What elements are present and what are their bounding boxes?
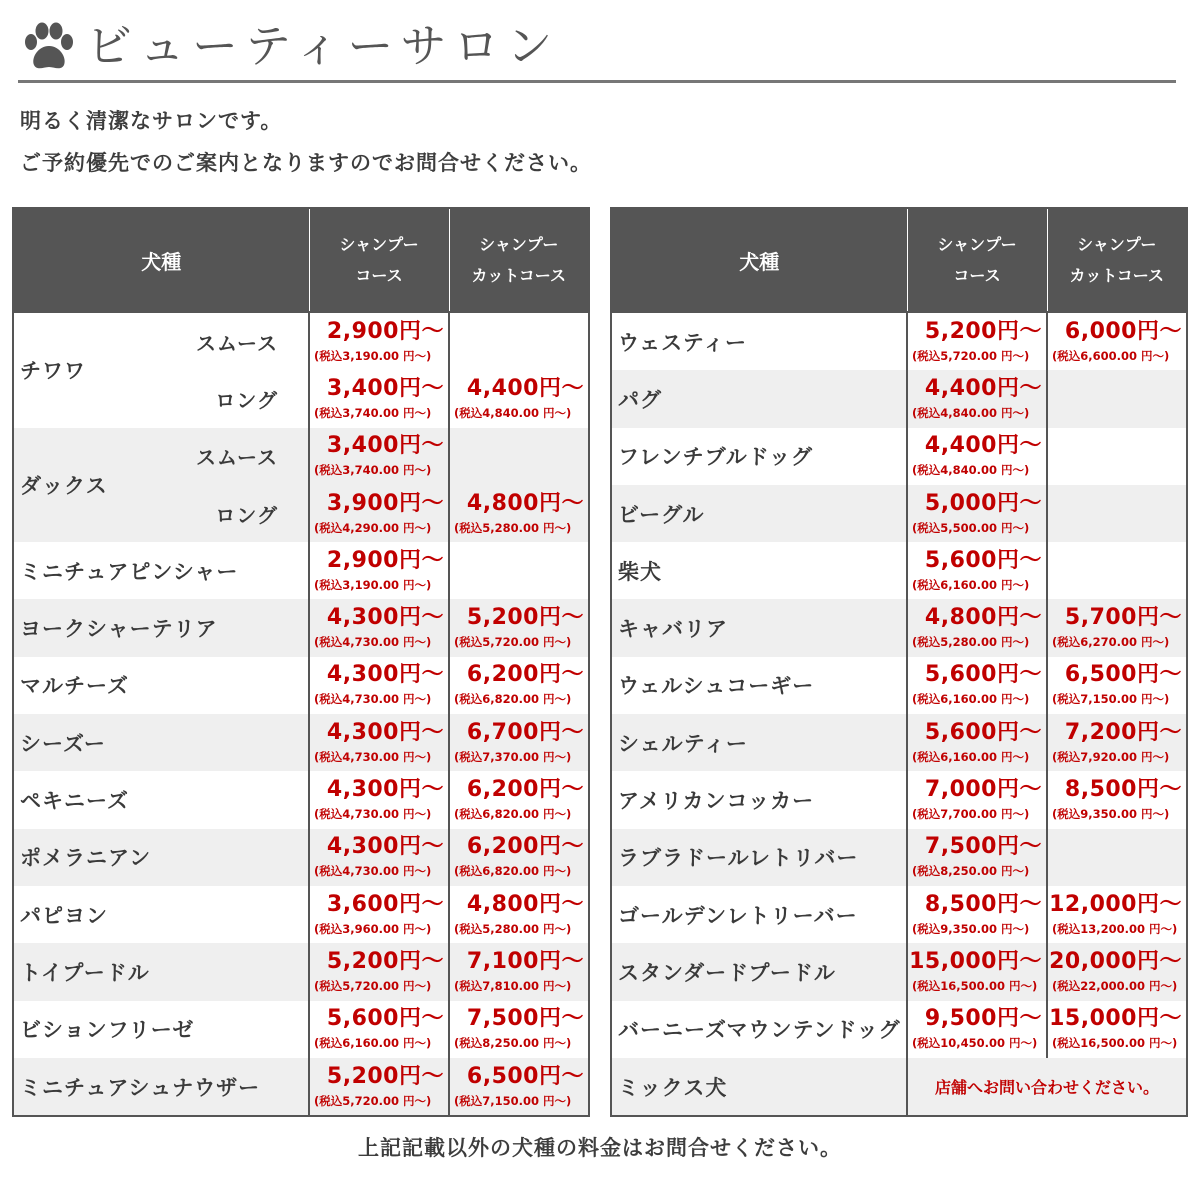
cut-price-cell bbox=[449, 829, 589, 886]
shampoo-price-cell bbox=[309, 1001, 449, 1058]
cut-price-cell bbox=[449, 771, 589, 828]
breed-name: シェルティー bbox=[611, 714, 907, 771]
cut-price-cell bbox=[1047, 370, 1187, 427]
breed-name: チワワ bbox=[20, 359, 86, 384]
breed-name: ウェスティー bbox=[618, 330, 748, 355]
cut-price-cell bbox=[449, 1058, 589, 1116]
price-amount: 4,800円〜 bbox=[466, 891, 584, 917]
breed-name: ビーグル bbox=[611, 485, 907, 542]
cut-price-cell bbox=[1047, 771, 1187, 828]
breed-header: 犬種 bbox=[611, 208, 907, 312]
shampoo-price-cell bbox=[907, 370, 1047, 427]
cut-price-cell bbox=[449, 943, 589, 1000]
breed-group-cell bbox=[13, 312, 309, 428]
price-tax-included: (税込5,720.00 円〜) bbox=[912, 348, 1030, 363]
table-row bbox=[611, 886, 1187, 943]
breed-name: フレンチブルドッグ bbox=[618, 445, 813, 470]
breed-name: パグ bbox=[611, 370, 907, 427]
price-amount: 4,800円〜 bbox=[466, 490, 584, 516]
table-row bbox=[611, 370, 1187, 427]
shampoo-price-cell bbox=[309, 542, 449, 599]
breed-name: 柴犬 bbox=[618, 559, 662, 584]
breed-header: 犬種 bbox=[13, 208, 309, 312]
breed-name: ミックス犬 bbox=[611, 1058, 907, 1116]
shampoo-price-cell bbox=[309, 829, 449, 886]
price-tax-included: (税込3,190.00 円〜) bbox=[314, 348, 432, 363]
breed-group-cell bbox=[13, 428, 309, 543]
price-amount: 5,200円〜 bbox=[326, 948, 444, 974]
breed-name: パピヨン bbox=[20, 903, 108, 928]
shampoo-course-header: シャンプー コース bbox=[907, 208, 1047, 312]
price-table-left bbox=[12, 207, 590, 1117]
price-tax-included: (税込4,290.00 円〜) bbox=[314, 520, 432, 535]
table-row bbox=[611, 943, 1187, 1000]
shampoo-price-cell bbox=[907, 312, 1047, 370]
breed-name: ダックス bbox=[20, 473, 108, 498]
price-amount: 9,500円〜 bbox=[924, 1006, 1042, 1032]
price-amount: 6,200円〜 bbox=[466, 834, 584, 860]
shampoo-price-cell bbox=[907, 542, 1047, 599]
price-tax-included: (税込5,720.00 円〜) bbox=[314, 978, 432, 993]
price-tax-included: (税込16,500.00 円〜) bbox=[1052, 1036, 1178, 1051]
breed-variant: ロング bbox=[215, 503, 278, 528]
shampoo-price-cell bbox=[907, 714, 1047, 771]
table-row bbox=[13, 312, 589, 370]
price-amount: 7,000円〜 bbox=[924, 777, 1042, 803]
table-row bbox=[13, 886, 589, 943]
shampoo-price-cell bbox=[309, 714, 449, 771]
price-tax-included: (税込5,280.00 円〜) bbox=[454, 921, 572, 936]
breed-name: シーズー bbox=[13, 714, 309, 771]
price-amount: 5,000円〜 bbox=[924, 490, 1042, 516]
price-tax-included: (税込4,730.00 円〜) bbox=[314, 807, 432, 822]
price-amount: 5,600円〜 bbox=[924, 662, 1042, 688]
price-amount: 15,000円〜 bbox=[1049, 1006, 1182, 1032]
table-row bbox=[13, 943, 589, 1000]
price-tax-included: (税込3,740.00 円〜) bbox=[314, 405, 432, 420]
table-row bbox=[611, 312, 1187, 370]
cut-price-cell bbox=[1047, 1001, 1187, 1058]
shampoo-price-cell bbox=[309, 886, 449, 943]
shampoo-price-cell bbox=[309, 428, 449, 485]
table-row bbox=[13, 542, 589, 599]
price-tax-included: (税込6,160.00 円〜) bbox=[912, 692, 1030, 707]
table-row bbox=[13, 771, 589, 828]
price-amount: 5,700円〜 bbox=[1064, 605, 1182, 631]
shampoo-price-cell bbox=[309, 599, 449, 656]
price-tax-included: (税込6,600.00 円〜) bbox=[1052, 348, 1170, 363]
price-tax-included: (税込7,150.00 円〜) bbox=[454, 1093, 572, 1108]
cut-price-cell bbox=[449, 1001, 589, 1058]
shampoo-price-cell bbox=[309, 771, 449, 828]
cut-price-cell bbox=[1047, 599, 1187, 656]
table-row bbox=[13, 657, 589, 714]
price-tax-included: (税込6,160.00 円〜) bbox=[912, 749, 1030, 764]
table-row bbox=[13, 599, 589, 656]
price-tax-included: (税込6,160.00 円〜) bbox=[912, 577, 1030, 592]
price-amount: 2,900円〜 bbox=[326, 547, 444, 573]
table-row bbox=[611, 428, 1187, 485]
title-bar bbox=[18, 12, 1176, 83]
table-row bbox=[611, 771, 1187, 828]
table-row bbox=[611, 1001, 1187, 1058]
price-amount: 6,500円〜 bbox=[466, 1063, 584, 1089]
breed-name: ラブラドールレトリバー bbox=[611, 829, 907, 886]
cut-price-cell bbox=[449, 312, 589, 370]
price-tax-included: (税込4,840.00 円〜) bbox=[454, 405, 572, 420]
shampoo-price-cell bbox=[907, 771, 1047, 828]
cut-price-cell bbox=[449, 485, 589, 542]
shampoo-price-cell bbox=[309, 312, 449, 370]
breed-name: ポメラニアン bbox=[13, 829, 309, 886]
cut-price-cell bbox=[1047, 943, 1187, 1000]
breed-variant: ロング bbox=[215, 388, 278, 413]
price-tax-included: (税込4,730.00 円〜) bbox=[314, 635, 432, 650]
breed-name: マルチーズ bbox=[20, 674, 129, 699]
table-row bbox=[611, 542, 1187, 599]
cut-price-cell bbox=[1047, 886, 1187, 943]
price-tax-included: (税込3,740.00 円〜) bbox=[314, 463, 432, 478]
price-amount: 7,500円〜 bbox=[466, 1006, 584, 1032]
price-amount: 8,500円〜 bbox=[924, 891, 1042, 917]
cut-price-cell bbox=[449, 370, 589, 427]
price-amount: 7,500円〜 bbox=[924, 834, 1042, 860]
price-amount: 4,300円〜 bbox=[326, 777, 444, 803]
price-amount: 5,600円〜 bbox=[326, 1006, 444, 1032]
table-row bbox=[13, 829, 589, 886]
table-row bbox=[611, 829, 1187, 886]
shampoo-price-cell bbox=[309, 657, 449, 714]
intro-line-2: ご予約優先でのご案内となりますのでお問合せください。 bbox=[20, 151, 592, 175]
price-tax-included: (税込5,280.00 円〜) bbox=[454, 520, 572, 535]
shampoo-price-cell bbox=[309, 943, 449, 1000]
table-row bbox=[611, 485, 1187, 542]
paw-icon bbox=[22, 22, 76, 74]
price-tax-included: (税込6,270.00 円〜) bbox=[1052, 635, 1170, 650]
table-row bbox=[13, 1058, 589, 1116]
contact-store-note: 店舗へお問い合わせください。 bbox=[907, 1058, 1187, 1116]
price-amount: 4,800円〜 bbox=[924, 605, 1042, 631]
shampoo-price-cell bbox=[907, 599, 1047, 656]
cut-price-cell bbox=[449, 542, 589, 599]
price-amount: 12,000円〜 bbox=[1049, 891, 1182, 917]
shampoo-price-cell bbox=[907, 943, 1047, 1000]
table-row bbox=[13, 428, 589, 485]
price-amount: 4,300円〜 bbox=[326, 834, 444, 860]
breed-variant: スムース bbox=[196, 445, 278, 470]
price-amount: 5,600円〜 bbox=[924, 719, 1042, 745]
shampoo-price-cell bbox=[309, 485, 449, 542]
cut-price-cell bbox=[1047, 714, 1187, 771]
intro-text bbox=[20, 100, 592, 184]
price-tax-included: (税込4,840.00 円〜) bbox=[912, 405, 1030, 420]
price-tax-included: (税込6,820.00 円〜) bbox=[454, 692, 572, 707]
price-tax-included: (税込10,450.00 円〜) bbox=[912, 1036, 1038, 1051]
table-row bbox=[611, 714, 1187, 771]
price-amount: 6,000円〜 bbox=[1064, 318, 1182, 344]
shampoo-price-cell bbox=[907, 657, 1047, 714]
price-tax-included: (税込7,700.00 円〜) bbox=[912, 807, 1030, 822]
price-amount: 20,000円〜 bbox=[1049, 948, 1182, 974]
price-tax-included: (税込3,190.00 円〜) bbox=[314, 577, 432, 592]
price-amount: 4,300円〜 bbox=[326, 605, 444, 631]
breed-name: ペキニーズ bbox=[20, 789, 129, 814]
cut-price-cell bbox=[1047, 428, 1187, 485]
price-tax-included: (税込6,160.00 円〜) bbox=[314, 1036, 432, 1051]
price-tax-included: (税込8,250.00 円〜) bbox=[912, 864, 1030, 879]
price-tax-included: (税込4,730.00 円〜) bbox=[314, 749, 432, 764]
price-tax-included: (税込5,500.00 円〜) bbox=[912, 520, 1030, 535]
breed-name: ヨークシャーテリア bbox=[13, 599, 309, 656]
price-amount: 6,500円〜 bbox=[1064, 662, 1182, 688]
breed-variant: スムース bbox=[196, 331, 278, 356]
price-tax-included: (税込7,370.00 円〜) bbox=[454, 749, 572, 764]
price-amount: 5,200円〜 bbox=[466, 605, 584, 631]
shampoo-price-cell bbox=[907, 886, 1047, 943]
breed-name: スタンダードプードル bbox=[611, 943, 907, 1000]
price-amount: 15,000円〜 bbox=[909, 948, 1042, 974]
page-title: ビューティーサロン bbox=[86, 19, 560, 73]
price-amount: 5,200円〜 bbox=[326, 1063, 444, 1089]
price-amount: 2,900円〜 bbox=[326, 318, 444, 344]
price-tax-included: (税込9,350.00 円〜) bbox=[912, 921, 1030, 936]
table-header-row bbox=[611, 208, 1187, 312]
price-tax-included: (税込4,730.00 円〜) bbox=[314, 692, 432, 707]
shampoo-price-cell bbox=[907, 1001, 1047, 1058]
price-tax-included: (税込16,500.00 円〜) bbox=[912, 978, 1038, 993]
table-row bbox=[13, 714, 589, 771]
price-tax-included: (税込3,960.00 円〜) bbox=[314, 921, 432, 936]
breed-name: ミニチュアピンシャー bbox=[20, 559, 239, 584]
price-amount: 6,700円〜 bbox=[466, 719, 584, 745]
footer-note: 上記記載以外の犬種の料金はお問合せください。 bbox=[358, 1136, 842, 1160]
price-amount: 4,300円〜 bbox=[326, 719, 444, 745]
price-tax-included: (税込22,000.00 円〜) bbox=[1052, 978, 1178, 993]
shampoo-price-cell bbox=[309, 370, 449, 427]
shampoo-price-cell bbox=[907, 485, 1047, 542]
breed-name: ウェルシュコーギー bbox=[618, 674, 815, 699]
cut-price-cell bbox=[449, 886, 589, 943]
breed-name: トイプードル bbox=[13, 943, 309, 1000]
price-tax-included: (税込13,200.00 円〜) bbox=[1052, 921, 1178, 936]
price-table-right bbox=[610, 207, 1188, 1117]
price-tax-included: (税込7,810.00 円〜) bbox=[454, 978, 572, 993]
price-tax-included: (税込7,150.00 円〜) bbox=[1052, 692, 1170, 707]
price-amount: 3,400円〜 bbox=[326, 433, 444, 459]
price-amount: 6,200円〜 bbox=[466, 662, 584, 688]
price-amount: 4,300円〜 bbox=[326, 662, 444, 688]
price-tax-included: (税込6,820.00 円〜) bbox=[454, 864, 572, 879]
price-amount: 3,600円〜 bbox=[326, 891, 444, 917]
cut-course-header: シャンプー カットコース bbox=[1047, 208, 1187, 312]
table-row bbox=[611, 1058, 1187, 1116]
shampoo-price-cell bbox=[907, 829, 1047, 886]
shampoo-price-cell bbox=[907, 428, 1047, 485]
price-tax-included: (税込6,820.00 円〜) bbox=[454, 807, 572, 822]
price-tax-included: (税込5,720.00 円〜) bbox=[454, 635, 572, 650]
cut-price-cell bbox=[1047, 485, 1187, 542]
price-amount: 4,400円〜 bbox=[924, 375, 1042, 401]
price-tax-included: (税込8,250.00 円〜) bbox=[454, 1036, 572, 1051]
shampoo-course-header: シャンプー コース bbox=[309, 208, 449, 312]
shampoo-price-cell bbox=[309, 1058, 449, 1116]
price-amount: 6,200円〜 bbox=[466, 777, 584, 803]
intro-line-1: 明るく清潔なサロンです。 bbox=[20, 109, 283, 133]
cut-course-header: シャンプー カットコース bbox=[449, 208, 589, 312]
table-row bbox=[611, 599, 1187, 656]
table-header-row bbox=[13, 208, 589, 312]
price-amount: 8,500円〜 bbox=[1064, 777, 1182, 803]
cut-price-cell bbox=[449, 428, 589, 485]
cut-price-cell bbox=[449, 714, 589, 771]
price-amount: 4,400円〜 bbox=[466, 375, 584, 401]
cut-price-cell bbox=[1047, 312, 1187, 370]
price-amount: 5,200円〜 bbox=[924, 318, 1042, 344]
price-amount: 7,100円〜 bbox=[466, 948, 584, 974]
price-tax-included: (税込4,840.00 円〜) bbox=[912, 463, 1030, 478]
breed-name: アメリカンコッカー bbox=[618, 789, 815, 814]
price-amount: 5,600円〜 bbox=[924, 547, 1042, 573]
price-tax-included: (税込9,350.00 円〜) bbox=[1052, 807, 1170, 822]
cut-price-cell bbox=[1047, 657, 1187, 714]
price-tax-included: (税込4,730.00 円〜) bbox=[314, 864, 432, 879]
breed-name: ミニチュアシュナウザー bbox=[13, 1058, 309, 1116]
breed-name: ビションフリーゼ bbox=[20, 1018, 195, 1043]
breed-name: キャバリア bbox=[611, 599, 907, 656]
cut-price-cell bbox=[449, 657, 589, 714]
price-tax-included: (税込7,920.00 円〜) bbox=[1052, 749, 1170, 764]
price-amount: 3,900円〜 bbox=[326, 490, 444, 516]
breed-name: バーニーズマウンテンドッグ bbox=[618, 1018, 901, 1043]
price-tax-included: (税込5,280.00 円〜) bbox=[912, 635, 1030, 650]
cut-price-cell bbox=[1047, 542, 1187, 599]
price-tax-included: (税込5,720.00 円〜) bbox=[314, 1093, 432, 1108]
price-amount: 3,400円〜 bbox=[326, 375, 444, 401]
table-row bbox=[13, 1001, 589, 1058]
price-amount: 4,400円〜 bbox=[924, 433, 1042, 459]
breed-name: ゴールデンレトリーバー bbox=[618, 903, 858, 928]
cut-price-cell bbox=[449, 599, 589, 656]
price-amount: 7,200円〜 bbox=[1064, 719, 1182, 745]
cut-price-cell bbox=[1047, 829, 1187, 886]
table-row bbox=[611, 657, 1187, 714]
